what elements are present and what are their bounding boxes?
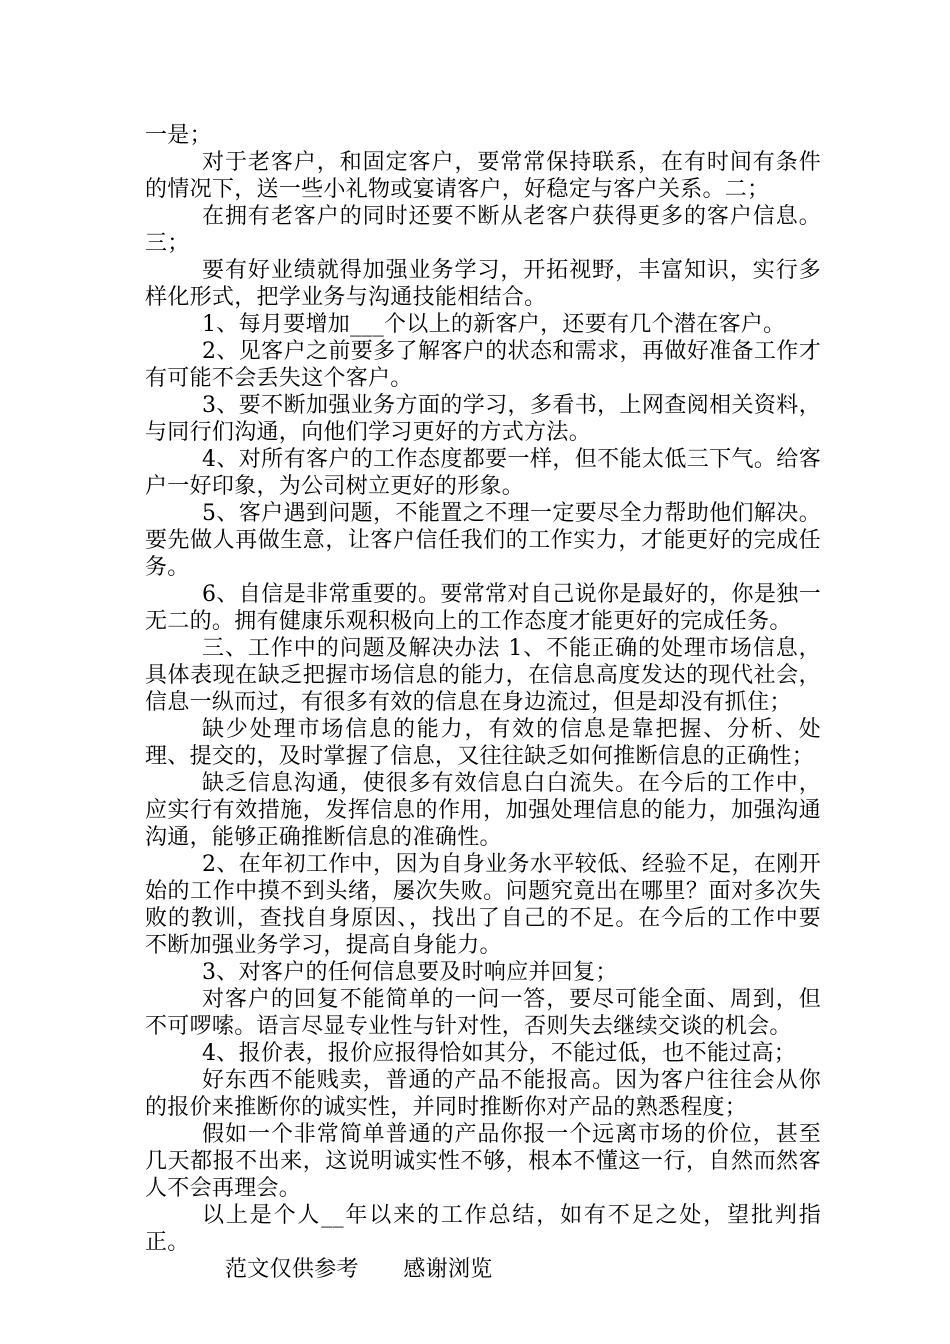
paragraph-9: 5、客户遇到问题，不能置之不理一定要尽全力帮助他们解决。要先做人再做生意，让客户信任我们的工作实力，才能更好的完成任务。 — [145, 501, 821, 580]
paragraph-15: 3、对客户的任何信息要及时响应并回复； — [202, 960, 618, 985]
paragraph-16: 对客户的回复不能简单的一问一答，要尽可能全面、周到，但不可啰嗦。语言尽显专业性与针对性，否则失去继续交谈的机会。 — [145, 987, 821, 1039]
paragraph-1: 一是； — [145, 123, 212, 148]
paragraph-7: 3、要不断加强业务方面的学习，多看书，上网查阅相关资料，与同行们沟通，向他们学习更好的方式方法。 — [145, 393, 821, 445]
paragraph-4: 要有好业绩就得加强业务学习，开拓视野，丰富知识，实行多样化形式，把学业务与沟通技能相结合。 — [145, 258, 821, 310]
paragraph-17: 4、报价表，报价应报得恰如其分，不能过低，也不能过高； — [202, 1041, 797, 1066]
paragraph-6: 2、见客户之前要多了解客户的状态和需求，再做好准备工作才有可能不会丢失这个客户。 — [145, 339, 821, 391]
paragraph-11: 三、工作中的问题及解决办法 1、不能正确的处理市场信息，具体表现在缺乏把握市场信息的能力，在信息高度发达的现代社会，信息一纵而过，有很多有效的信息在身边流过，但是却没有抓住； — [145, 636, 821, 715]
paragraph-13: 缺乏信息沟通，使很多有效信息白白流失。在今后的工作中，应实行有效措施，发挥信息的作用，加强处理信息的能力，加强沟通沟通，能够正确推断信息的准确性。 — [145, 771, 821, 850]
footer-note: 范文仅供参考 感谢浏览 — [225, 1257, 493, 1282]
paragraph-20: 以上是个人__年以来的工作总结，如有不足之处，望批判指正。 — [145, 1203, 821, 1255]
paragraph-19: 假如一个非常简单普通的产品你报一个远离市场的价位，甚至几天都报不出来，这说明诚实性不够，根本不懂这一行，自然而然客人不会再理会。 — [145, 1122, 821, 1201]
paragraph-10: 6、自信是非常重要的。要常常对自己说你是最好的，你是独一无二的。拥有健康乐观积极向上的工作态度才能更好的完成任务。 — [145, 582, 821, 634]
paragraph-3: 在拥有老客户的同时还要不断从老客户获得更多的客户信息。三； — [145, 204, 821, 256]
paragraph-2: 对于老客户，和固定客户，要常常保持联系，在有时间有条件的情况下，送一些小礼物或宴请客户，好稳定与客户关系。二； — [145, 150, 821, 202]
paragraph-18: 好东西不能贱卖，普通的产品不能报高。因为客户往往会从你的报价来推断你的诚实性，并同时推断你对产品的熟悉程度； — [145, 1068, 821, 1120]
paragraph-8: 4、对所有客户的工作态度都要一样，但不能太低三下气。给客户一好印象，为公司树立更好的形象。 — [145, 447, 821, 499]
paragraph-5: 1、每月要增加___个以上的新客户，还要有几个潜在客户。 — [202, 312, 786, 337]
paragraph-14: 2、在年初工作中，因为自身业务水平较低、经验不足，在刚开始的工作中摸不到头绪，屡次失败。问题究竟出在哪里？面对多次失败的教训，查找自身原因、，找出了自己的不足。在今后的工作中要不断加强业务学习，提高自身能力。 — [145, 852, 821, 958]
paragraph-12: 缺少处理市场信息的能力，有效的信息是靠把握、分析、处理、提交的，及时掌握了信息，又往往缺乏如何推断信息的正确性； — [145, 717, 821, 769]
document-body — [145, 122, 821, 1283]
